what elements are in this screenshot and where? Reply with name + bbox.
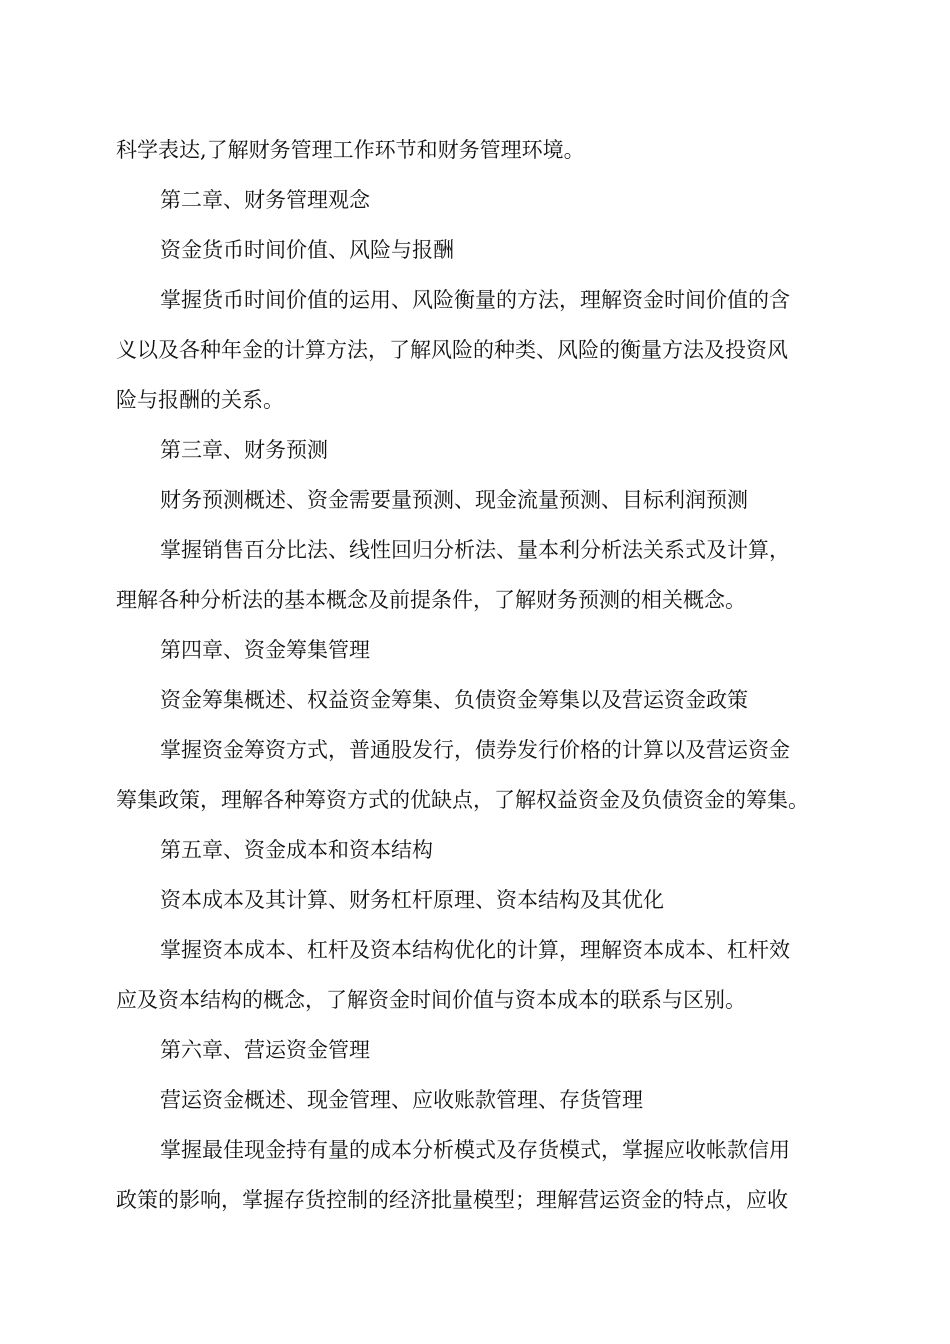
paragraph-line: 应及资本结构的概念，了解资金时间价值与资本成本的联系与区别。 [116,988,746,1012]
paragraph-line: 掌握销售百分比法、线性回归分析法、量本利分析法关系式及计算， [160,538,790,562]
chapter-topics: 资本成本及其计算、财务杠杆原理、资本结构及其优化 [160,888,664,912]
paragraph-line: 义以及各种年金的计算方法，了解风险的种类、风险的衡量方法及投资风 [116,338,788,362]
paragraph-line: 掌握资金筹资方式，普通股发行，债券发行价格的计算以及营运资金 [160,738,790,762]
chapter-topics: 财务预测概述、资金需要量预测、现金流量预测、目标利润预测 [160,488,748,512]
paragraph-line: 掌握货币时间价值的运用、风险衡量的方法，理解资金时间价值的含 [160,288,790,312]
paragraph-line: 政策的影响，掌握存货控制的经济批量模型；理解营运资金的特点，应收 [116,1188,788,1212]
paragraph-line: 掌握资本成本、杠杆及资本结构优化的计算，理解资本成本、杠杆效 [160,938,790,962]
chapter-heading: 第二章、财务管理观念 [160,188,370,212]
chapter-topics: 资金筹集概述、权益资金筹集、负债资金筹集以及营运资金政策 [160,688,748,712]
chapter-heading: 第六章、营运资金管理 [160,1038,370,1062]
paragraph-line: 掌握最佳现金持有量的成本分析模式及存货模式，掌握应收帐款信用 [160,1138,790,1162]
paragraph-line: 险与报酬的关系。 [116,388,284,412]
chapter-topics: 营运资金概述、现金管理、应收账款管理、存货管理 [160,1088,643,1112]
paragraph-line: 理解各种分析法的基本概念及前提条件，了解财务预测的相关概念。 [116,588,746,612]
chapter-topics: 资金货币时间价值、风险与报酬 [160,238,454,262]
chapter-heading: 第四章、资金筹集管理 [160,638,370,662]
paragraph-line: 科学表达,了解财务管理工作环节和财务管理环境。 [116,138,585,162]
chapter-heading: 第三章、财务预测 [160,438,328,462]
chapter-heading: 第五章、资金成本和资本结构 [160,838,433,862]
paragraph-line: 筹集政策，理解各种筹资方式的优缺点，了解权益资金及负债资金的筹集。 [116,788,809,812]
